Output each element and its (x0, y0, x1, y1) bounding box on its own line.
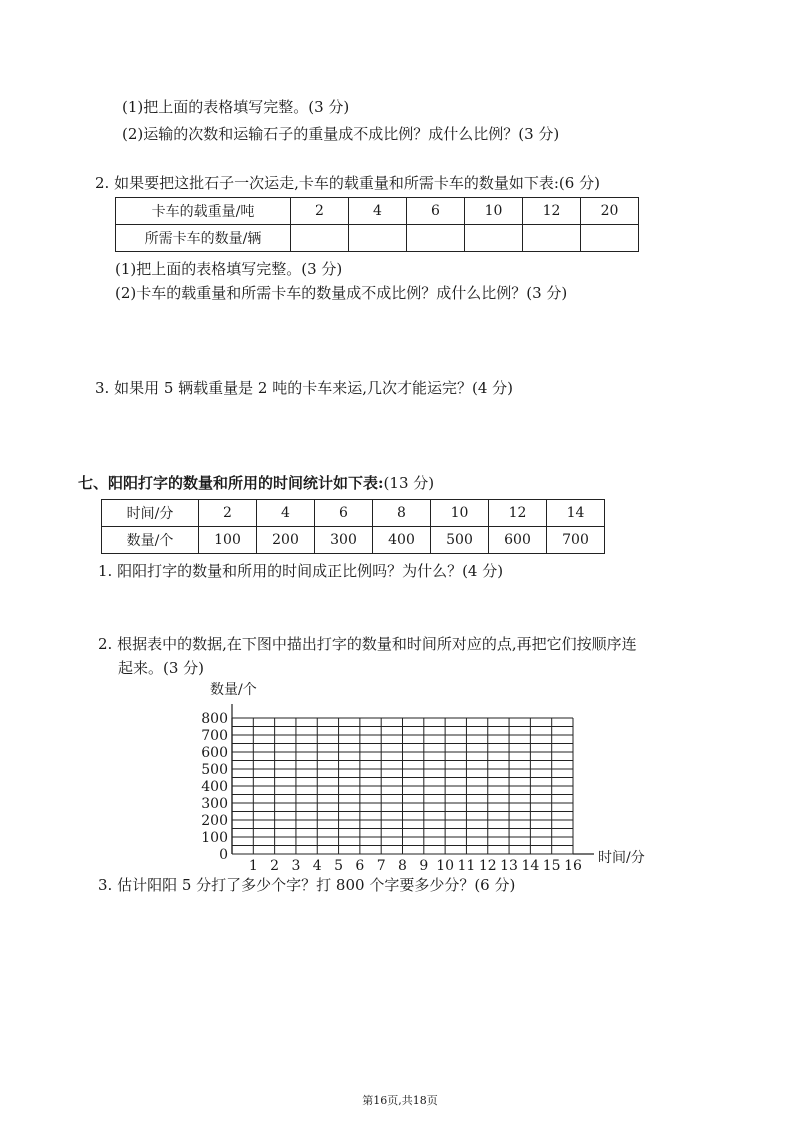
x-tick-label: 9 (419, 858, 429, 874)
y-tick-label: 600 (201, 745, 228, 761)
s7-q1: 1. 阳阳打字的数量和所用的时间成正比例吗？为什么？(4 分) (98, 562, 504, 580)
y-tick-label: 300 (201, 796, 228, 812)
table-cell: 700 (547, 527, 605, 554)
table-cell: 10 (465, 198, 523, 225)
table-cell: 100 (199, 527, 257, 554)
table-cell: 8 (373, 500, 431, 527)
table-cell: 4 (257, 500, 315, 527)
time-label: 时间/分 (102, 500, 199, 527)
table-cell: 2 (199, 500, 257, 527)
s7-q2-line1: 2. 根据表中的数据,在下图中描出打字的数量和时间所对应的点,再把它们按顺序连 (98, 635, 637, 653)
table-cell: 4 (349, 198, 407, 225)
x-tick-label: 8 (398, 858, 407, 874)
q2-sub1: (1)把上面的表格填写完整。(3 分) (115, 260, 343, 278)
y-tick-label: 0 (219, 847, 228, 863)
table-cell: 12 (489, 500, 547, 527)
q1-sub2: (2)运输的次数和运输石子的重量成不成比例？成什么比例？(3 分) (122, 125, 560, 143)
table-cell: 2 (291, 198, 349, 225)
table-cell: 14 (547, 500, 605, 527)
table-cell: 500 (431, 527, 489, 554)
s7-q3: 3. 估计阳阳 5 分打了多少个字？打 800 个字要多少分？(6 分) (98, 876, 516, 894)
y-axis-label: 数量/个 (210, 682, 257, 698)
x-tick-label: 14 (521, 858, 540, 874)
x-tick-label: 2 (270, 858, 280, 874)
s7-q2-line2: 起来。(3 分) (118, 659, 205, 677)
x-tick-label: 16 (564, 858, 582, 874)
table-cell: 10 (431, 500, 489, 527)
y-tick-label: 700 (201, 728, 228, 744)
x-tick-label: 4 (312, 858, 322, 874)
table-cell: 6 (315, 500, 373, 527)
page-footer: 第16页,共18页 (362, 1094, 438, 1107)
x-tick-label: 6 (355, 858, 365, 874)
x-tick-label: 11 (457, 858, 476, 874)
table-cell: 300 (315, 527, 373, 554)
y-tick-label: 500 (201, 762, 228, 778)
x-tick-label: 1 (248, 858, 258, 874)
section7-heading: 七、阳阳打字的数量和所用的时间统计如下表: (78, 474, 384, 492)
table-cell: 20 (581, 198, 639, 225)
truck-capacity-label: 卡车的载重量/吨 (116, 198, 291, 225)
table-cell: 12 (523, 198, 581, 225)
q2-sub2: (2)卡车的载重量和所需卡车的数量成不成比例？成什么比例？(3 分) (115, 284, 568, 302)
table-cell: 400 (373, 527, 431, 554)
table-cell: 200 (257, 527, 315, 554)
x-tick-label: 5 (334, 858, 344, 874)
x-axis-label: 时间/分 (598, 850, 645, 866)
table-cell: 6 (407, 198, 465, 225)
y-tick-label: 100 (201, 830, 228, 846)
q2-text: 2. 如果要把这批石子一次运走,卡车的载重量和所需卡车的数量如下表:(6 分) (95, 174, 600, 192)
table-cell: 600 (489, 527, 547, 554)
x-tick-label: 15 (542, 858, 561, 874)
count-label: 数量/个 (102, 527, 199, 554)
q3-text: 3. 如果用 5 辆载重量是 2 吨的卡车来运,几次才能运完？(4 分) (95, 379, 514, 397)
x-tick-label: 12 (478, 858, 497, 874)
y-tick-label: 800 (201, 711, 228, 727)
y-tick-label: 200 (201, 813, 228, 829)
truck-count-label: 所需卡车的数量/辆 (116, 225, 291, 252)
x-tick-label: 13 (500, 858, 518, 874)
y-tick-label: 400 (201, 779, 228, 795)
x-tick-label: 3 (291, 858, 301, 874)
x-tick-label: 7 (376, 858, 386, 874)
x-tick-label: 10 (436, 858, 455, 874)
section7-points: (13 分) (383, 474, 435, 492)
q1-sub1: (1)把上面的表格填写完整。(3 分) (122, 98, 350, 116)
